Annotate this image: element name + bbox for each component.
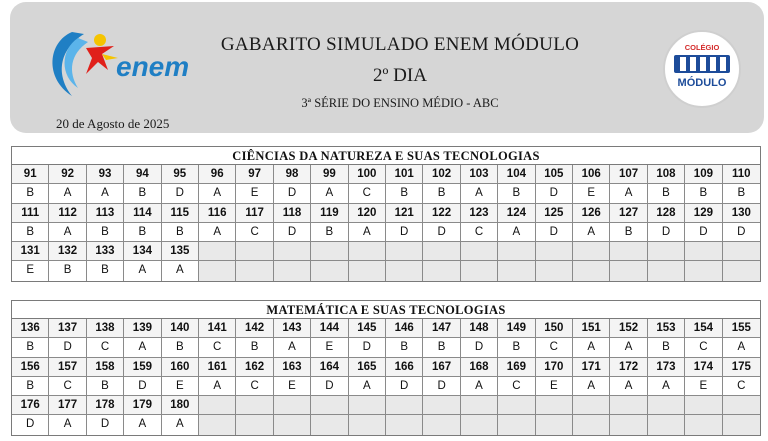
- question-number: 99: [311, 165, 348, 184]
- answer-letter: A: [162, 415, 199, 434]
- answer-letter: B: [124, 223, 161, 242]
- answer-letter: A: [349, 223, 386, 242]
- empty-cell: [274, 415, 311, 434]
- question-number: 145: [349, 319, 386, 338]
- empty-cell: [648, 415, 685, 434]
- question-number: 176: [12, 396, 49, 415]
- empty-cell: [349, 261, 386, 280]
- empty-cell: [648, 242, 685, 261]
- question-number: 106: [573, 165, 610, 184]
- question-number: 169: [498, 358, 535, 377]
- question-number: 177: [49, 396, 86, 415]
- answer-letter: A: [573, 338, 610, 357]
- answer-letter: D: [349, 338, 386, 357]
- question-number: 108: [648, 165, 685, 184]
- empty-cell: [423, 242, 460, 261]
- page-subtitle: 3ª SÉRIE DO ENSINO MÉDIO - ABC: [301, 96, 499, 110]
- svg-text:enem: enem: [116, 51, 190, 82]
- question-number: 109: [685, 165, 722, 184]
- question-number: 164: [311, 358, 348, 377]
- answer-letter: A: [461, 377, 498, 396]
- question-number: 153: [648, 319, 685, 338]
- answer-letter: D: [685, 223, 722, 242]
- empty-cell: [349, 415, 386, 434]
- question-number: 122: [423, 204, 460, 223]
- section-ciencias-natureza: [11, 146, 761, 282]
- question-number: 163: [274, 358, 311, 377]
- question-number: 151: [573, 319, 610, 338]
- empty-cell: [723, 396, 760, 415]
- answer-letter: A: [461, 184, 498, 203]
- question-number: 94: [124, 165, 161, 184]
- answer-letter: B: [12, 377, 49, 396]
- question-number: 161: [199, 358, 236, 377]
- answer-letter: D: [162, 184, 199, 203]
- question-number: 144: [311, 319, 348, 338]
- empty-cell: [498, 261, 535, 280]
- section-matematica: [11, 300, 761, 436]
- answer-grid: [12, 165, 760, 281]
- svg-text:MÓDULO: MÓDULO: [677, 77, 727, 89]
- empty-cell: [723, 415, 760, 434]
- answer-letter: E: [685, 377, 722, 396]
- empty-cell: [311, 396, 348, 415]
- answer-letter: E: [162, 377, 199, 396]
- empty-cell: [423, 415, 460, 434]
- question-number: 154: [685, 319, 722, 338]
- empty-cell: [423, 261, 460, 280]
- answer-letter: D: [423, 223, 460, 242]
- answer-letter: C: [349, 184, 386, 203]
- answer-letter: E: [311, 338, 348, 357]
- question-number: 139: [124, 319, 161, 338]
- question-number: 104: [498, 165, 535, 184]
- title-block: [210, 32, 590, 112]
- question-number: 159: [124, 358, 161, 377]
- empty-cell: [498, 242, 535, 261]
- question-number: 175: [723, 358, 760, 377]
- answer-letter: C: [685, 338, 722, 357]
- empty-cell: [610, 396, 647, 415]
- answer-letter: D: [124, 377, 161, 396]
- answer-grid: [12, 319, 760, 435]
- question-number: 132: [49, 242, 86, 261]
- colegio-modulo-logo: [656, 28, 748, 110]
- answer-letter: D: [274, 184, 311, 203]
- empty-cell: [311, 261, 348, 280]
- answer-letter: E: [274, 377, 311, 396]
- question-number: 100: [349, 165, 386, 184]
- answer-letter: D: [311, 377, 348, 396]
- exam-day: 2º DIA: [373, 65, 427, 86]
- question-number: 121: [386, 204, 423, 223]
- answer-key-header: [10, 2, 764, 133]
- answer-letter: A: [648, 377, 685, 396]
- question-number: 115: [162, 204, 199, 223]
- answer-letter: B: [386, 184, 423, 203]
- question-number: 178: [87, 396, 124, 415]
- answer-letter: B: [648, 338, 685, 357]
- answer-letter: A: [199, 223, 236, 242]
- empty-cell: [199, 242, 236, 261]
- answer-letter: D: [386, 223, 423, 242]
- empty-cell: [311, 415, 348, 434]
- answer-letter: A: [311, 184, 348, 203]
- answer-letter: A: [162, 261, 199, 280]
- question-number: 127: [610, 204, 647, 223]
- question-number: 141: [199, 319, 236, 338]
- empty-cell: [498, 415, 535, 434]
- question-number: 129: [685, 204, 722, 223]
- answer-letter: D: [87, 415, 124, 434]
- question-number: 102: [423, 165, 460, 184]
- answer-letter: A: [124, 261, 161, 280]
- question-number: 118: [274, 204, 311, 223]
- empty-cell: [573, 261, 610, 280]
- answer-letter: B: [648, 184, 685, 203]
- question-number: 136: [12, 319, 49, 338]
- empty-cell: [386, 396, 423, 415]
- question-number: 120: [349, 204, 386, 223]
- empty-cell: [573, 242, 610, 261]
- enem-logo: [42, 18, 192, 108]
- answer-letter: A: [349, 377, 386, 396]
- answer-letter: A: [49, 415, 86, 434]
- question-number: 179: [124, 396, 161, 415]
- question-number: 172: [610, 358, 647, 377]
- answer-letter: B: [423, 338, 460, 357]
- question-number: 150: [536, 319, 573, 338]
- answer-letter: D: [536, 184, 573, 203]
- question-number: 148: [461, 319, 498, 338]
- empty-cell: [236, 261, 273, 280]
- empty-cell: [685, 261, 722, 280]
- answer-letter: B: [87, 223, 124, 242]
- answer-letter: C: [461, 223, 498, 242]
- question-number: 180: [162, 396, 199, 415]
- answer-letter: E: [236, 184, 273, 203]
- question-number: 152: [610, 319, 647, 338]
- answer-letter: B: [87, 261, 124, 280]
- answer-letter: C: [236, 223, 273, 242]
- answer-letter: A: [573, 377, 610, 396]
- question-number: 130: [723, 204, 760, 223]
- question-number: 103: [461, 165, 498, 184]
- answer-letter: A: [199, 184, 236, 203]
- empty-cell: [274, 242, 311, 261]
- empty-cell: [461, 242, 498, 261]
- question-number: 116: [199, 204, 236, 223]
- empty-cell: [311, 242, 348, 261]
- question-number: 134: [124, 242, 161, 261]
- empty-cell: [386, 415, 423, 434]
- question-number: 143: [274, 319, 311, 338]
- section-title: MATEMÁTICA E SUAS TECNOLOGIAS: [12, 301, 760, 319]
- answer-letter: D: [274, 223, 311, 242]
- answer-letter: A: [124, 415, 161, 434]
- question-number: 165: [349, 358, 386, 377]
- question-number: 157: [49, 358, 86, 377]
- svg-text:COLÉGIO: COLÉGIO: [684, 43, 720, 52]
- question-number: 170: [536, 358, 573, 377]
- question-number: 133: [87, 242, 124, 261]
- answer-letter: D: [536, 223, 573, 242]
- answer-letter: B: [610, 223, 647, 242]
- answer-letter: B: [685, 184, 722, 203]
- empty-cell: [236, 415, 273, 434]
- question-number: 166: [386, 358, 423, 377]
- question-number: 128: [648, 204, 685, 223]
- answer-letter: A: [49, 184, 86, 203]
- empty-cell: [423, 396, 460, 415]
- answer-letter: C: [498, 377, 535, 396]
- question-number: 137: [49, 319, 86, 338]
- empty-cell: [723, 242, 760, 261]
- empty-cell: [461, 396, 498, 415]
- answer-letter: A: [723, 338, 760, 357]
- page-title: GABARITO SIMULADO ENEM MÓDULO: [220, 34, 580, 55]
- answer-letter: D: [49, 338, 86, 357]
- empty-cell: [536, 261, 573, 280]
- answer-letter: D: [723, 223, 760, 242]
- answer-letter: D: [461, 338, 498, 357]
- answer-letter: E: [12, 261, 49, 280]
- question-number: 140: [162, 319, 199, 338]
- answer-letter: B: [12, 338, 49, 357]
- question-number: 95: [162, 165, 199, 184]
- empty-cell: [349, 242, 386, 261]
- question-number: 162: [236, 358, 273, 377]
- answer-letter: E: [536, 377, 573, 396]
- answer-letter: D: [386, 377, 423, 396]
- answer-letter: B: [87, 377, 124, 396]
- question-number: 146: [386, 319, 423, 338]
- question-number: 111: [12, 204, 49, 223]
- empty-cell: [461, 415, 498, 434]
- answer-letter: B: [498, 184, 535, 203]
- question-number: 160: [162, 358, 199, 377]
- empty-cell: [386, 242, 423, 261]
- question-number: 173: [648, 358, 685, 377]
- answer-letter: B: [386, 338, 423, 357]
- empty-cell: [349, 396, 386, 415]
- answer-letter: A: [610, 338, 647, 357]
- question-number: 142: [236, 319, 273, 338]
- question-number: 112: [49, 204, 86, 223]
- empty-cell: [199, 261, 236, 280]
- question-number: 92: [49, 165, 86, 184]
- answer-letter: A: [199, 377, 236, 396]
- question-number: 110: [723, 165, 760, 184]
- empty-cell: [723, 261, 760, 280]
- empty-cell: [274, 261, 311, 280]
- empty-cell: [236, 242, 273, 261]
- empty-cell: [685, 415, 722, 434]
- empty-cell: [610, 242, 647, 261]
- question-number: 149: [498, 319, 535, 338]
- empty-cell: [199, 396, 236, 415]
- question-number: 168: [461, 358, 498, 377]
- question-number: 126: [573, 204, 610, 223]
- empty-cell: [236, 396, 273, 415]
- empty-cell: [536, 415, 573, 434]
- empty-cell: [685, 242, 722, 261]
- question-number: 119: [311, 204, 348, 223]
- answer-letter: A: [49, 223, 86, 242]
- answer-letter: B: [49, 261, 86, 280]
- answer-letter: B: [12, 223, 49, 242]
- answer-letter: A: [87, 184, 124, 203]
- answer-letter: B: [423, 184, 460, 203]
- question-number: 124: [498, 204, 535, 223]
- empty-cell: [461, 261, 498, 280]
- section-title: CIÊNCIAS DA NATUREZA E SUAS TECNOLOGIAS: [12, 147, 760, 165]
- empty-cell: [536, 242, 573, 261]
- answer-letter: B: [162, 338, 199, 357]
- question-number: 131: [12, 242, 49, 261]
- answer-letter: C: [236, 377, 273, 396]
- question-number: 174: [685, 358, 722, 377]
- answer-letter: B: [162, 223, 199, 242]
- question-number: 114: [124, 204, 161, 223]
- answer-letter: A: [573, 223, 610, 242]
- question-number: 97: [236, 165, 273, 184]
- answer-letter: B: [723, 184, 760, 203]
- empty-cell: [199, 415, 236, 434]
- answer-letter: C: [87, 338, 124, 357]
- answer-letter: C: [199, 338, 236, 357]
- empty-cell: [386, 261, 423, 280]
- answer-letter: B: [236, 338, 273, 357]
- answer-letter: A: [610, 184, 647, 203]
- question-number: 98: [274, 165, 311, 184]
- question-number: 96: [199, 165, 236, 184]
- question-number: 155: [723, 319, 760, 338]
- empty-cell: [648, 396, 685, 415]
- question-number: 158: [87, 358, 124, 377]
- answer-letter: E: [573, 184, 610, 203]
- question-number: 167: [423, 358, 460, 377]
- answer-letter: C: [49, 377, 86, 396]
- question-number: 91: [12, 165, 49, 184]
- answer-letter: D: [648, 223, 685, 242]
- answer-letter: C: [723, 377, 760, 396]
- question-number: 156: [12, 358, 49, 377]
- question-number: 171: [573, 358, 610, 377]
- empty-cell: [648, 261, 685, 280]
- answer-letter: A: [124, 338, 161, 357]
- answer-letter: C: [536, 338, 573, 357]
- empty-cell: [536, 396, 573, 415]
- answer-letter: D: [423, 377, 460, 396]
- question-number: 147: [423, 319, 460, 338]
- question-number: 93: [87, 165, 124, 184]
- exam-date: 20 de Agosto de 2025: [56, 116, 170, 131]
- answer-letter: A: [610, 377, 647, 396]
- empty-cell: [274, 396, 311, 415]
- question-number: 123: [461, 204, 498, 223]
- question-number: 117: [236, 204, 273, 223]
- question-number: 105: [536, 165, 573, 184]
- answer-letter: B: [124, 184, 161, 203]
- question-number: 135: [162, 242, 199, 261]
- answer-letter: A: [498, 223, 535, 242]
- empty-cell: [498, 396, 535, 415]
- answer-letter: B: [498, 338, 535, 357]
- answer-letter: A: [274, 338, 311, 357]
- empty-cell: [573, 396, 610, 415]
- question-number: 113: [87, 204, 124, 223]
- question-number: 107: [610, 165, 647, 184]
- empty-cell: [610, 261, 647, 280]
- answer-letter: B: [311, 223, 348, 242]
- empty-cell: [685, 396, 722, 415]
- question-number: 125: [536, 204, 573, 223]
- answer-letter: B: [12, 184, 49, 203]
- question-number: 101: [386, 165, 423, 184]
- question-number: 138: [87, 319, 124, 338]
- empty-cell: [610, 415, 647, 434]
- answer-letter: D: [12, 415, 49, 434]
- empty-cell: [573, 415, 610, 434]
